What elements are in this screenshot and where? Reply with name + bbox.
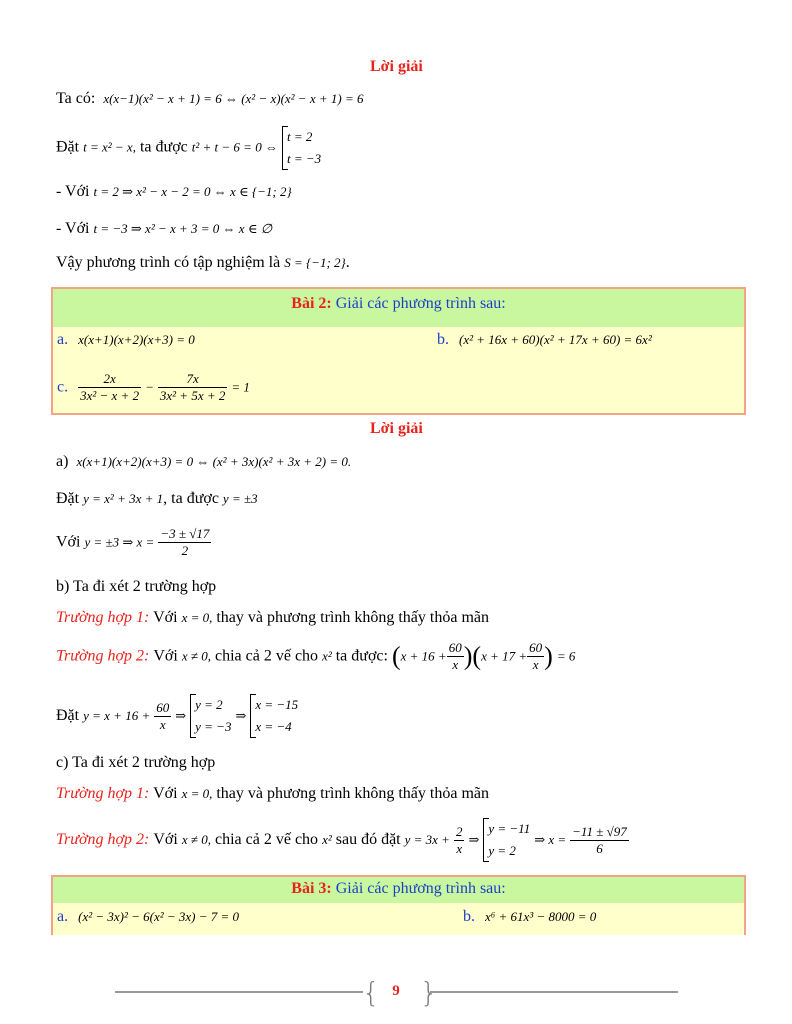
- system-row: y = 2: [488, 843, 516, 858]
- system-y: [190, 694, 231, 738]
- problem-label: a.: [57, 331, 69, 348]
- line-case-1: [56, 183, 292, 201]
- implies-arrow: ⇒: [468, 832, 480, 847]
- exercise-title: Giải các phương trình sau:: [335, 295, 506, 312]
- numerator: −11 ± √97: [572, 823, 627, 839]
- substitution: y = 3x +: [404, 832, 450, 847]
- exercise-box-bai-3: [51, 875, 746, 935]
- substitution-t: t = x² − x,: [83, 139, 136, 155]
- denominator: 3x² + 5x + 2: [159, 388, 226, 403]
- problem-label: b.: [463, 908, 475, 925]
- system-row: t = 2: [286, 129, 313, 144]
- footer-brace-right: }: [420, 976, 438, 1009]
- system-row: y = −3: [195, 719, 232, 734]
- case-text: sau đó đặt: [335, 831, 401, 848]
- numerator: 60: [448, 640, 462, 655]
- paren-close: ): [463, 641, 473, 671]
- problem-label: c.: [57, 378, 69, 396]
- denominator: x: [527, 656, 544, 673]
- condition: x = 0,: [181, 610, 213, 625]
- case-prefix: - Với: [56, 220, 90, 237]
- exercise-label: Bài 3:: [291, 880, 332, 897]
- denominator: 3x² − x + 2: [80, 388, 140, 403]
- equation-t: t² + t − 6 = 0 ⇔: [191, 139, 278, 155]
- fraction: [154, 700, 171, 733]
- case-label: Trường hợp 2:: [56, 831, 150, 848]
- implies-arrow: ⇒: [235, 708, 247, 723]
- equation: y = ±3 ⇒ x =: [84, 534, 155, 550]
- case-prefix: - Với: [56, 183, 90, 200]
- case-label: Trường hợp 1:: [56, 609, 150, 626]
- paren-close: ): [544, 641, 553, 671]
- paren-open: (: [391, 641, 401, 671]
- text-voi: Với: [153, 609, 178, 626]
- expression: x²: [322, 832, 332, 847]
- footer-rule-left: [115, 991, 363, 993]
- problem-label: a.: [57, 908, 69, 925]
- case-equation: t = −3 ⇒ x² − x + 3 = 0 ⇔ x ∈ ∅: [93, 221, 273, 236]
- problem-equation: x⁶ + 61x³ − 8000 = 0: [485, 909, 597, 924]
- solution-set: S = {−1; 2}: [284, 255, 346, 270]
- solution-a-line-2: [56, 490, 258, 508]
- solution-c-case-2: [56, 818, 629, 862]
- exercise-box-bai-2: [51, 287, 746, 415]
- solution-c-intro: c) Ta đi xét 2 trường hợp: [56, 754, 216, 771]
- fraction: [570, 824, 629, 857]
- line-ta-co: [56, 90, 363, 108]
- fraction: [527, 640, 544, 673]
- line-dat-t: [56, 126, 321, 170]
- line-case-2: [56, 220, 272, 238]
- part-label: a): [56, 453, 69, 470]
- solution-heading: Lời giải: [370, 58, 423, 75]
- substitution: y = x² + 3x + 1: [83, 491, 164, 506]
- text-voi: Với: [153, 647, 178, 665]
- fraction: [158, 526, 211, 559]
- case-text: chia cả 2 vế cho: [215, 831, 319, 848]
- paren-open: (: [472, 641, 482, 671]
- period: .: [345, 254, 350, 271]
- exercise-title: Giải các phương trình sau:: [335, 880, 506, 897]
- exercise-body: [53, 903, 744, 935]
- text-ta-duoc: , ta được: [163, 490, 219, 507]
- case-equation: t = 2 ⇒ x² − x − 2 = 0 ⇔ x ∈ {−1; 2}: [93, 184, 292, 199]
- numerator: 2: [455, 823, 463, 839]
- text-dat: Đặt: [56, 138, 80, 156]
- condition: x ≠ 0,: [181, 832, 211, 847]
- system-row: x = −15: [255, 697, 299, 712]
- expression: x + 16 +: [400, 648, 447, 664]
- numerator: −3 ± √17: [160, 526, 210, 541]
- denominator: x: [154, 716, 171, 733]
- exercise-body: [53, 327, 744, 413]
- problem-a: [57, 331, 195, 349]
- numerator: 60: [529, 640, 543, 655]
- fraction: [78, 371, 141, 404]
- text-ta-duoc: ta được:: [335, 647, 388, 665]
- case-text: chia cả 2 vế cho: [215, 647, 319, 665]
- text-voi: Với: [153, 785, 178, 802]
- solution-heading: Lời giải: [370, 420, 423, 437]
- fraction: [447, 640, 464, 673]
- numerator: 2x: [103, 371, 116, 386]
- exercise-header: [53, 289, 744, 327]
- case-label: Trường hợp 1:: [56, 785, 150, 802]
- equation-ta-co: x(x−1)(x² − x + 1) = 6 ⇔ (x² − x)(x² − x + 1) = 6: [103, 91, 364, 106]
- system-row: x = −4: [255, 719, 292, 734]
- denominator: x: [447, 656, 464, 673]
- problem-equation: (x² + 16x + 60)(x² + 17x + 60) = 6x²: [459, 332, 652, 347]
- problem-label: b.: [437, 331, 449, 348]
- numerator: 7x: [186, 371, 199, 386]
- footer-brace-left: {: [362, 976, 380, 1009]
- equation: x(x+1)(x+2)(x+3) = 0 ⇔ (x² + 3x)(x² + 3x + 2) = 0.: [76, 454, 352, 469]
- denominator: x: [454, 840, 465, 857]
- solution-b-substitution: [56, 694, 298, 738]
- solution-a-line-3: [56, 526, 211, 559]
- denominator: 6: [570, 840, 629, 857]
- right-hand-side: = 6: [556, 648, 576, 664]
- system-x: [250, 694, 298, 738]
- equation: ⇒ x =: [534, 832, 567, 847]
- line-conclusion: [56, 254, 350, 272]
- fraction: [454, 824, 465, 857]
- system-row: y = −11: [488, 821, 531, 836]
- solution-a-line-1: [56, 453, 351, 471]
- text-dat: Đặt: [56, 490, 80, 507]
- problem-a: [57, 908, 239, 926]
- solution-b-case-2: [56, 640, 575, 673]
- exercise-label: Bài 2:: [291, 295, 332, 312]
- numerator: 60: [156, 699, 170, 715]
- expression: x + 17 +: [481, 648, 528, 664]
- text-voi: Với: [153, 831, 178, 848]
- solution-b-case-1: [56, 609, 489, 627]
- expression: x²: [322, 648, 332, 664]
- implies-arrow: ⇒: [175, 708, 187, 723]
- problem-c: [57, 371, 250, 404]
- case-label: Trường hợp 2:: [56, 647, 150, 665]
- system-row: t = −3: [286, 151, 322, 166]
- text-dat: Đặt: [56, 707, 80, 724]
- condition: x = 0,: [181, 786, 213, 801]
- case-text: thay và phương trình không thấy thỏa mãn: [216, 609, 489, 626]
- solution-c-case-1: [56, 785, 489, 803]
- solution-b-intro: b) Ta đi xét 2 trường hợp: [56, 578, 217, 595]
- text-voi: Với: [56, 533, 81, 551]
- conclusion-text: Vậy phương trình có tập nghiệm là: [56, 254, 281, 271]
- condition: x ≠ 0,: [181, 648, 211, 664]
- equation: y = ±3: [222, 491, 258, 506]
- problem-b: [437, 331, 652, 349]
- text-ta-duoc: ta được: [139, 138, 188, 156]
- problem-equation: (x² − 3x)² − 6(x² − 3x) − 7 = 0: [78, 909, 240, 924]
- page-number: 9: [392, 983, 400, 999]
- minus-sign: −: [145, 379, 154, 395]
- system-t: [282, 126, 321, 170]
- exercise-header: [53, 877, 744, 903]
- fraction: [158, 371, 227, 404]
- problem-b: [463, 908, 596, 926]
- system-y: [483, 818, 530, 862]
- denominator: 2: [158, 542, 211, 559]
- problem-equation: x(x+1)(x+2)(x+3) = 0: [78, 332, 195, 347]
- system-row: y = 2: [195, 697, 223, 712]
- text-ta-co: Ta có:: [56, 90, 96, 107]
- footer-rule-right: [430, 991, 678, 993]
- right-hand-side: = 1: [231, 379, 250, 395]
- case-text: thay và phương trình không thấy thỏa mãn: [216, 785, 489, 802]
- substitution: y = x + 16 +: [83, 708, 151, 723]
